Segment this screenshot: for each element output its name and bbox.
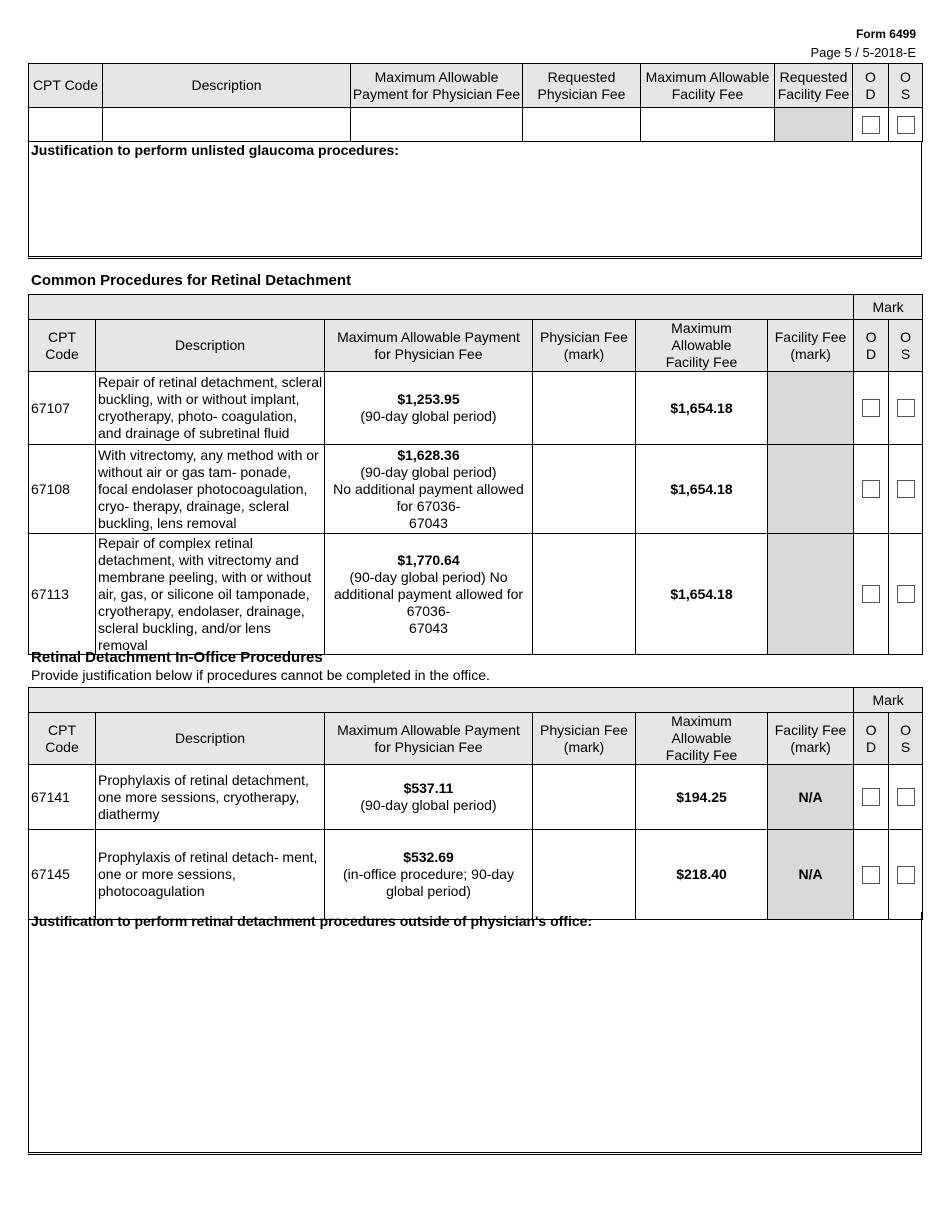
header-max-facility-fee: Maximum Allowable Facility Fee bbox=[641, 64, 775, 108]
payment-note: (90-day global period) bbox=[360, 408, 497, 424]
od-checkbox[interactable] bbox=[862, 399, 880, 417]
header-max-physician-fee: Maximum Allowable Payment for Physician Fee bbox=[325, 713, 533, 765]
header-cpt-code: CPT Code bbox=[29, 320, 96, 372]
header-requested-physician-fee: Requested Physician Fee bbox=[523, 64, 641, 108]
os-checkbox[interactable] bbox=[897, 116, 915, 134]
od-checkbox[interactable] bbox=[862, 585, 880, 603]
header-od: O D bbox=[853, 64, 889, 108]
procedure-description: With vitrectomy, any method with or without air or gas tam- ponade, focal endolaser photocoagulation, cryo- therapy, drainage, scleral buckling, lens removal bbox=[96, 445, 325, 534]
procedure-description: Prophylaxis of retinal detach- ment, one or more sessions, photocoagulation bbox=[96, 830, 325, 920]
facility-fee: $1,654.18 bbox=[636, 445, 768, 534]
procedure-description: Prophylaxis of retinal detachment, one more sessions, cryotherapy, diathermy bbox=[96, 765, 325, 830]
header-description: Description bbox=[103, 64, 351, 108]
input-description[interactable] bbox=[103, 108, 351, 142]
payment-note: (90-day global period) No additional payment allowed for 67036- 67043 bbox=[333, 568, 524, 636]
header-cpt-code: CPT Code bbox=[29, 713, 96, 765]
header-physician-fee-mark: Physician Fee (mark) bbox=[533, 713, 636, 765]
cpt-code: 67107 bbox=[29, 372, 96, 445]
facility-fee-mark-na: N/A bbox=[768, 830, 854, 920]
procedure-description: Repair of retinal detachment, scleral buckling, with or without implant, cryotherapy, photo- coagulation, and drainage of subretinal fluid bbox=[96, 372, 325, 445]
header-max-facility-fee: Maximum Allowable Facility Fee bbox=[636, 320, 768, 372]
physician-fee-mark-cell[interactable] bbox=[533, 765, 636, 830]
in-office-subtitle: Provide justification below if procedures cannot be completed in the office. bbox=[31, 667, 490, 683]
os-checkbox[interactable] bbox=[897, 585, 915, 603]
physician-fee-mark-cell[interactable] bbox=[533, 445, 636, 534]
os-checkbox[interactable] bbox=[897, 866, 915, 884]
mark-label: Mark bbox=[854, 688, 923, 713]
table-row bbox=[29, 372, 923, 445]
header-facility-fee-mark: Facility Fee (mark) bbox=[768, 713, 854, 765]
facility-fee-mark-shaded bbox=[768, 534, 854, 655]
header-max-physician-fee: Maximum Allowable Payment for Physician Fee bbox=[325, 320, 533, 372]
od-checkbox[interactable] bbox=[862, 116, 880, 134]
table-row bbox=[29, 445, 923, 534]
od-checkbox[interactable] bbox=[862, 480, 880, 498]
glaucoma-justification-box[interactable] bbox=[28, 141, 922, 259]
facility-fee: $1,654.18 bbox=[636, 372, 768, 445]
requested-facility-fee-shaded bbox=[775, 108, 853, 142]
input-max-physician-fee[interactable] bbox=[351, 108, 523, 142]
header-max-physician-fee: Maximum Allowable Payment for Physician Fee bbox=[351, 64, 523, 108]
in-office-section-title: Retinal Detachment In-Office Procedures bbox=[31, 649, 323, 666]
input-cpt-code[interactable] bbox=[29, 108, 103, 142]
payment-note: (90-day global period) No additional payment allowed for 67036- 67043 bbox=[333, 463, 524, 531]
payment-amount: $537.11 bbox=[403, 780, 454, 796]
header-od: O D bbox=[854, 713, 889, 765]
retinal-section-title: Common Procedures for Retinal Detachment bbox=[31, 272, 352, 289]
header-description: Description bbox=[96, 713, 325, 765]
header-requested-facility-fee: Requested Facility Fee bbox=[775, 64, 853, 108]
form-number: Form 6499 bbox=[855, 27, 916, 41]
cpt-code: 67141 bbox=[29, 765, 96, 830]
table-row bbox=[29, 830, 923, 920]
input-requested-physician-fee[interactable] bbox=[523, 108, 641, 142]
facility-fee-mark-shaded bbox=[768, 372, 854, 445]
page-number: Page 5 / 5-2018-E bbox=[810, 45, 916, 60]
header-os: O S bbox=[889, 320, 923, 372]
header-max-facility-fee: Maximum Allowable Facility Fee bbox=[636, 713, 768, 765]
payment-note: (90-day global period) bbox=[360, 797, 497, 813]
mark-label: Mark bbox=[854, 295, 923, 320]
facility-fee-mark-na: N/A bbox=[768, 765, 854, 830]
input-max-facility-fee[interactable] bbox=[641, 108, 775, 142]
os-checkbox[interactable] bbox=[897, 788, 915, 806]
table-row bbox=[29, 534, 923, 655]
cpt-code: 67113 bbox=[29, 534, 96, 655]
header-cpt-code: CPT Code bbox=[29, 64, 103, 108]
header-os: O S bbox=[889, 64, 923, 108]
cpt-code: 67145 bbox=[29, 830, 96, 920]
header-physician-fee-mark: Physician Fee (mark) bbox=[533, 320, 636, 372]
payment-amount: $532.69 bbox=[403, 849, 454, 865]
payment-amount: $1,253.95 bbox=[397, 391, 460, 407]
retinal-detachment-table bbox=[28, 294, 923, 655]
cpt-code: 67108 bbox=[29, 445, 96, 534]
facility-fee: $194.25 bbox=[636, 765, 768, 830]
in-office-justification-label: Justification to perform retinal detachment procedures outside of physician's office: bbox=[31, 913, 593, 929]
header-od: O D bbox=[854, 320, 889, 372]
table-row bbox=[29, 765, 923, 830]
os-checkbox[interactable] bbox=[897, 480, 915, 498]
glaucoma-table bbox=[28, 63, 923, 142]
od-checkbox[interactable] bbox=[862, 866, 880, 884]
header-facility-fee-mark: Facility Fee (mark) bbox=[768, 320, 854, 372]
glaucoma-justification-label: Justification to perform unlisted glaucoma procedures: bbox=[31, 142, 399, 158]
facility-fee: $1,654.18 bbox=[636, 534, 768, 655]
in-office-table bbox=[28, 687, 923, 920]
procedure-description: Repair of complex retinal detachment, with vitrectomy and membrane peeling, with or without air, gas, or silicone oil tamponade, cryotherapy, endolaser, drainage, scleral buckling, and/or lens removal bbox=[96, 534, 325, 655]
payment-note: (in-office procedure; 90-day global period) bbox=[343, 866, 514, 899]
in-office-justification-box[interactable] bbox=[28, 912, 922, 1155]
payment-amount: $1,770.64 bbox=[397, 551, 460, 568]
header-os: O S bbox=[889, 713, 923, 765]
payment-amount: $1,628.36 bbox=[397, 446, 460, 463]
facility-fee: $218.40 bbox=[636, 830, 768, 920]
od-checkbox[interactable] bbox=[862, 788, 880, 806]
facility-fee-mark-shaded bbox=[768, 445, 854, 534]
physician-fee-mark-cell[interactable] bbox=[533, 830, 636, 920]
physician-fee-mark-cell[interactable] bbox=[533, 372, 636, 445]
os-checkbox[interactable] bbox=[897, 399, 915, 417]
header-description: Description bbox=[96, 320, 325, 372]
physician-fee-mark-cell[interactable] bbox=[533, 534, 636, 655]
